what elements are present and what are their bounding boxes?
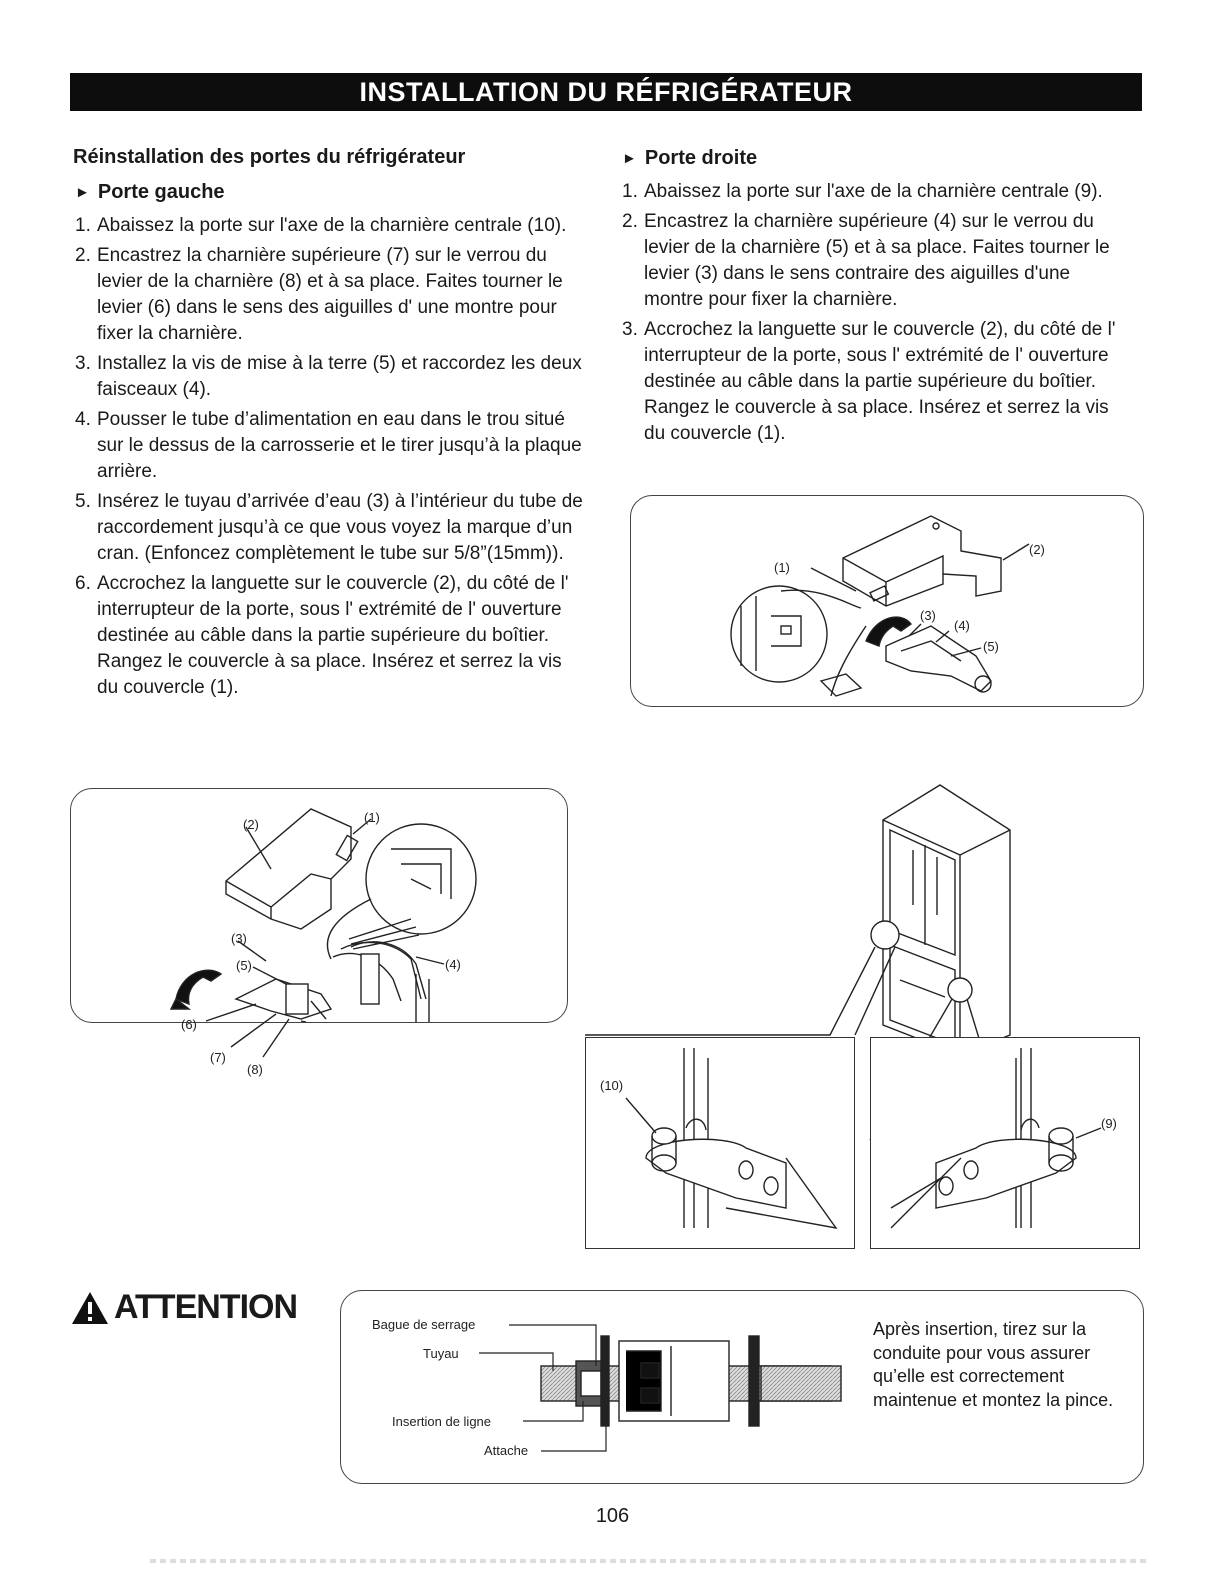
hinge-cover-illustration — [631, 496, 1143, 706]
step-text: Installez la vis de mise à la terre (5) et raccordez les deux faisceaux (4). — [97, 353, 582, 400]
step-number: 2. — [75, 245, 91, 266]
left-center-hinge-illustration — [586, 1038, 854, 1248]
right-door-subtitle — [622, 147, 757, 170]
warning-triangle-icon — [70, 1290, 110, 1326]
attention-heading — [70, 1288, 297, 1327]
step-number: 1. — [622, 181, 638, 202]
figure-label: (7) — [210, 1050, 226, 1065]
step-text: Insérez le tuyau d’arrivée d’eau (3) à l’intérieur du tube de raccordement jusqu’à ce que vous voyez la marque d’un cran. (Enfoncez complètement le tube sur 5/8”(15mm)). — [97, 491, 583, 564]
figure-label: (1) — [364, 810, 380, 825]
attention-text: Après insertion, tirez sur la conduite pour vous assurer qu’elle est correctement maintenue et montez la pince. — [873, 1319, 1114, 1410]
step-number: 5. — [75, 491, 91, 512]
figure-label: (2) — [243, 817, 259, 832]
figure-label: (4) — [445, 957, 461, 972]
right-hinge-cover-figure — [630, 495, 1144, 707]
left-hinge-wiring-figure — [70, 788, 568, 1032]
scan-artifact-strip — [150, 1559, 1150, 1563]
left-door-subtitle-text: Porte gauche — [97, 181, 225, 203]
figure-label: (3) — [920, 608, 936, 623]
list-item — [75, 351, 585, 403]
list-item — [75, 571, 585, 701]
figure-label: (10) — [600, 1078, 624, 1093]
step-text: Accrochez la languette sur le couvercle (2), du côté de l' interrupteur de la porte, sous l' extrémité de l' ouverture destinée au câble dans la partie supérieure du boîtier. Rangez le couvercle à sa place. Insérez et serrez la vis du couvercle (1). — [97, 573, 569, 698]
list-item — [622, 179, 1122, 205]
step-text: Encastrez la charnière supérieure (4) sur le verrou du levier de la charnière (5) et à sa place. Faites tourner le levier (3) dans le sens contraire des aiguilles d'une montre pour fixer la charnière. — [644, 211, 1110, 310]
connector-label-tuyau: Tuyau — [423, 1346, 459, 1361]
figure-label: (8) — [247, 1062, 263, 1077]
step-number: 3. — [75, 353, 91, 374]
step-text: Pousser le tube d’alimentation en eau dans le trou situé sur le dessus de la carrosserie et le tirer jusqu’à la plaque arrière. — [97, 409, 582, 482]
figure-label: (4) — [954, 618, 970, 633]
step-number: 3. — [622, 319, 638, 340]
connector-label-insertion: Insertion de ligne — [392, 1414, 492, 1429]
attention-title: ATTENTION — [114, 1288, 298, 1326]
right-door-subtitle-text: Porte droite — [644, 147, 758, 169]
figure-label: (9) — [1101, 1116, 1117, 1131]
figure-label: (2) — [1029, 542, 1045, 557]
hinge-detail-left — [585, 1037, 855, 1249]
triangle-bullet-icon: ► — [75, 184, 90, 201]
page-number: 106 — [595, 1505, 630, 1527]
list-item — [75, 407, 585, 485]
step-text: Encastrez la charnière supérieure (7) sur le verrou du levier de la charnière (8) et à sa place. Faites tourner le levier (6) dans le sens des aiguilles d' une montre pour fixer la charnière. — [97, 245, 563, 344]
list-item — [75, 489, 585, 567]
section-title: Réinstallation des portes du réfrigérateur — [73, 146, 466, 168]
step-text: Accrochez la languette sur le couvercle (2), du côté de l' interrupteur de la porte, sous l' extrémité de l' ouverture destinée au câble dans la partie supérieure du boîtier. Rangez le couvercle à sa place. Insérez et serrez la vis du couvercle (1). — [644, 319, 1116, 444]
right-center-hinge-illustration — [871, 1038, 1139, 1248]
step-number: 2. — [622, 211, 638, 232]
step-text: Abaissez la porte sur l'axe de la charnière centrale (9). — [644, 181, 1103, 202]
connector-label-bague: Bague de serrage — [372, 1317, 476, 1332]
left-steps-list — [75, 213, 585, 705]
figure-label: (1) — [774, 560, 790, 575]
list-item — [622, 209, 1122, 313]
figure-label: (6) — [181, 1017, 197, 1032]
list-item — [75, 243, 585, 347]
step-number: 6. — [75, 573, 91, 594]
step-text: Abaissez la porte sur l'axe de la charnière centrale (10). — [97, 215, 567, 236]
hinge-wiring-illustration — [71, 789, 567, 1032]
left-door-subtitle — [75, 181, 225, 204]
list-item — [622, 317, 1122, 447]
triangle-bullet-icon: ► — [622, 150, 637, 167]
right-steps-list — [622, 179, 1122, 451]
figure-label: (3) — [231, 931, 247, 946]
page-header: INSTALLATION DU RÉFRIGÉRATEUR — [70, 73, 1142, 111]
hinge-detail-right — [870, 1037, 1140, 1249]
left-figure-extra-labels — [200, 1040, 320, 1080]
step-number: 4. — [75, 409, 91, 430]
connector-label-attache: Attache — [484, 1443, 529, 1458]
figure-label: (5) — [236, 958, 252, 973]
step-number: 1. — [75, 215, 91, 236]
figure-label: (5) — [983, 639, 999, 654]
list-item — [75, 213, 585, 239]
